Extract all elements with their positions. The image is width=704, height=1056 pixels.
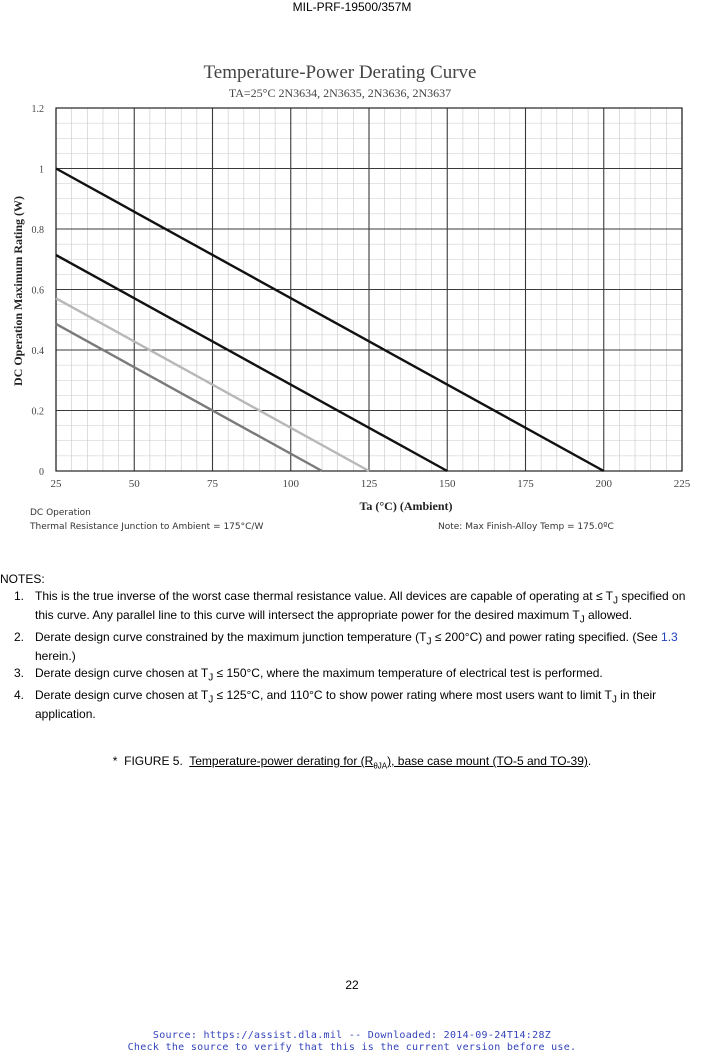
y-tick-label: 1.2	[31, 104, 44, 115]
note-text: Derate design curve chosen at T	[35, 687, 209, 702]
caption-title-subscript: θJA	[373, 761, 388, 771]
caption-title-part: Temperature-power derating for (R	[189, 754, 374, 768]
caption-title-part: ), base case mount (TO-5 and TO-39)	[387, 754, 588, 768]
note-2	[0, 630, 704, 664]
x-tick-label: 225	[673, 478, 691, 490]
notes-section	[0, 572, 704, 724]
x-tick-label: 175	[517, 478, 534, 490]
note-4	[0, 688, 704, 722]
note-number: 4.	[14, 687, 25, 702]
caption-end: .	[587, 754, 592, 768]
note-text: ≤ 150°C, where the maximum temperature of electrical test is performed.	[213, 666, 603, 681]
note-text: allowed.	[584, 608, 633, 623]
page-number: 22	[345, 978, 359, 992]
note-3	[0, 666, 704, 685]
x-axis-label: Ta (°C) (Ambient)	[359, 499, 453, 513]
note-text: herein.)	[35, 649, 76, 664]
note-1	[0, 589, 704, 628]
grid	[56, 108, 682, 471]
note-subscript: J	[611, 693, 617, 705]
note-subscript: J	[579, 614, 585, 626]
note-text: Derate design curve constrained by the maximum junction temperature (T	[35, 629, 427, 644]
x-tick-label: 75	[207, 478, 218, 490]
x-tick-label: 200	[595, 478, 612, 490]
caption-star: *	[112, 754, 118, 768]
note-subscript: J	[426, 636, 432, 648]
figure-caption	[0, 754, 704, 770]
note-subscript: J	[613, 595, 618, 607]
source-footer	[0, 1030, 704, 1054]
note-text: specified on this curve. Any parallel line to this curve will intersect the appropriate power for the desired maximum T	[35, 589, 686, 623]
source-line-2: Check the source to verify that this is the current version before use.	[127, 1042, 577, 1053]
y-tick-label: 1	[39, 164, 44, 176]
note-text: ≤ 125°C, and 110°C to show power rating where most users want to limit T	[213, 687, 612, 702]
derating-chart	[0, 48, 704, 542]
note-text: ≤ 200°C) and power rating specified. (See	[431, 629, 662, 644]
chart-subtitle: TA=25°C 2N3634, 2N3635, 2N3636, 2N3637	[228, 86, 452, 100]
note-subscript: J	[208, 693, 214, 705]
note-number: 2.	[14, 629, 25, 644]
x-tick-label: 100	[282, 478, 299, 490]
x-tick-label: 125	[360, 478, 378, 490]
note-number: 3.	[14, 666, 25, 681]
y-tick-label: 0	[39, 467, 44, 478]
note-text: Derate design curve chosen at T	[35, 666, 209, 681]
annotation-dc-operation: DC Operation	[30, 508, 91, 518]
note-text: This is the true inverse of the worst case thermal resistance value. All devices are capable of operating at ≤ T	[35, 589, 613, 603]
annotation-max-finish-temp: Note: Max Finish-Alloy Temp = 175.0ºC	[438, 522, 614, 532]
y-tick-label: 0.2	[31, 406, 44, 418]
x-tick-label: 25	[50, 478, 62, 490]
section-link[interactable]: 1.3	[661, 629, 678, 644]
document-id-header: MIL-PRF-19500/357M	[292, 0, 412, 14]
y-axis-label: DC Operation Maximum Rating (W)	[11, 196, 25, 386]
y-tick-label: 0.6	[31, 285, 44, 297]
chart-title: Temperature-Power Derating Curve	[203, 62, 477, 83]
notes-title: NOTES:	[0, 572, 45, 586]
note-number: 1.	[14, 589, 25, 603]
y-tick-label: 0.8	[31, 225, 44, 236]
y-tick-label: 0.4	[31, 346, 44, 357]
derating-figure	[0, 48, 704, 542]
note-text: in their application.	[35, 687, 657, 721]
x-tick-label: 50	[128, 478, 140, 490]
caption-label: FIGURE 5.	[124, 754, 183, 768]
note-subscript: J	[208, 672, 214, 684]
x-tick-label: 150	[439, 478, 456, 490]
annotation-thermal-resistance: Thermal Resistance Junction to Ambient = 175°C/W	[30, 522, 264, 532]
caption-title	[189, 754, 588, 771]
source-line-1: Source: https://assist.dla.mil -- Downloaded: 2014-09-24T14:28Z	[152, 1030, 552, 1041]
